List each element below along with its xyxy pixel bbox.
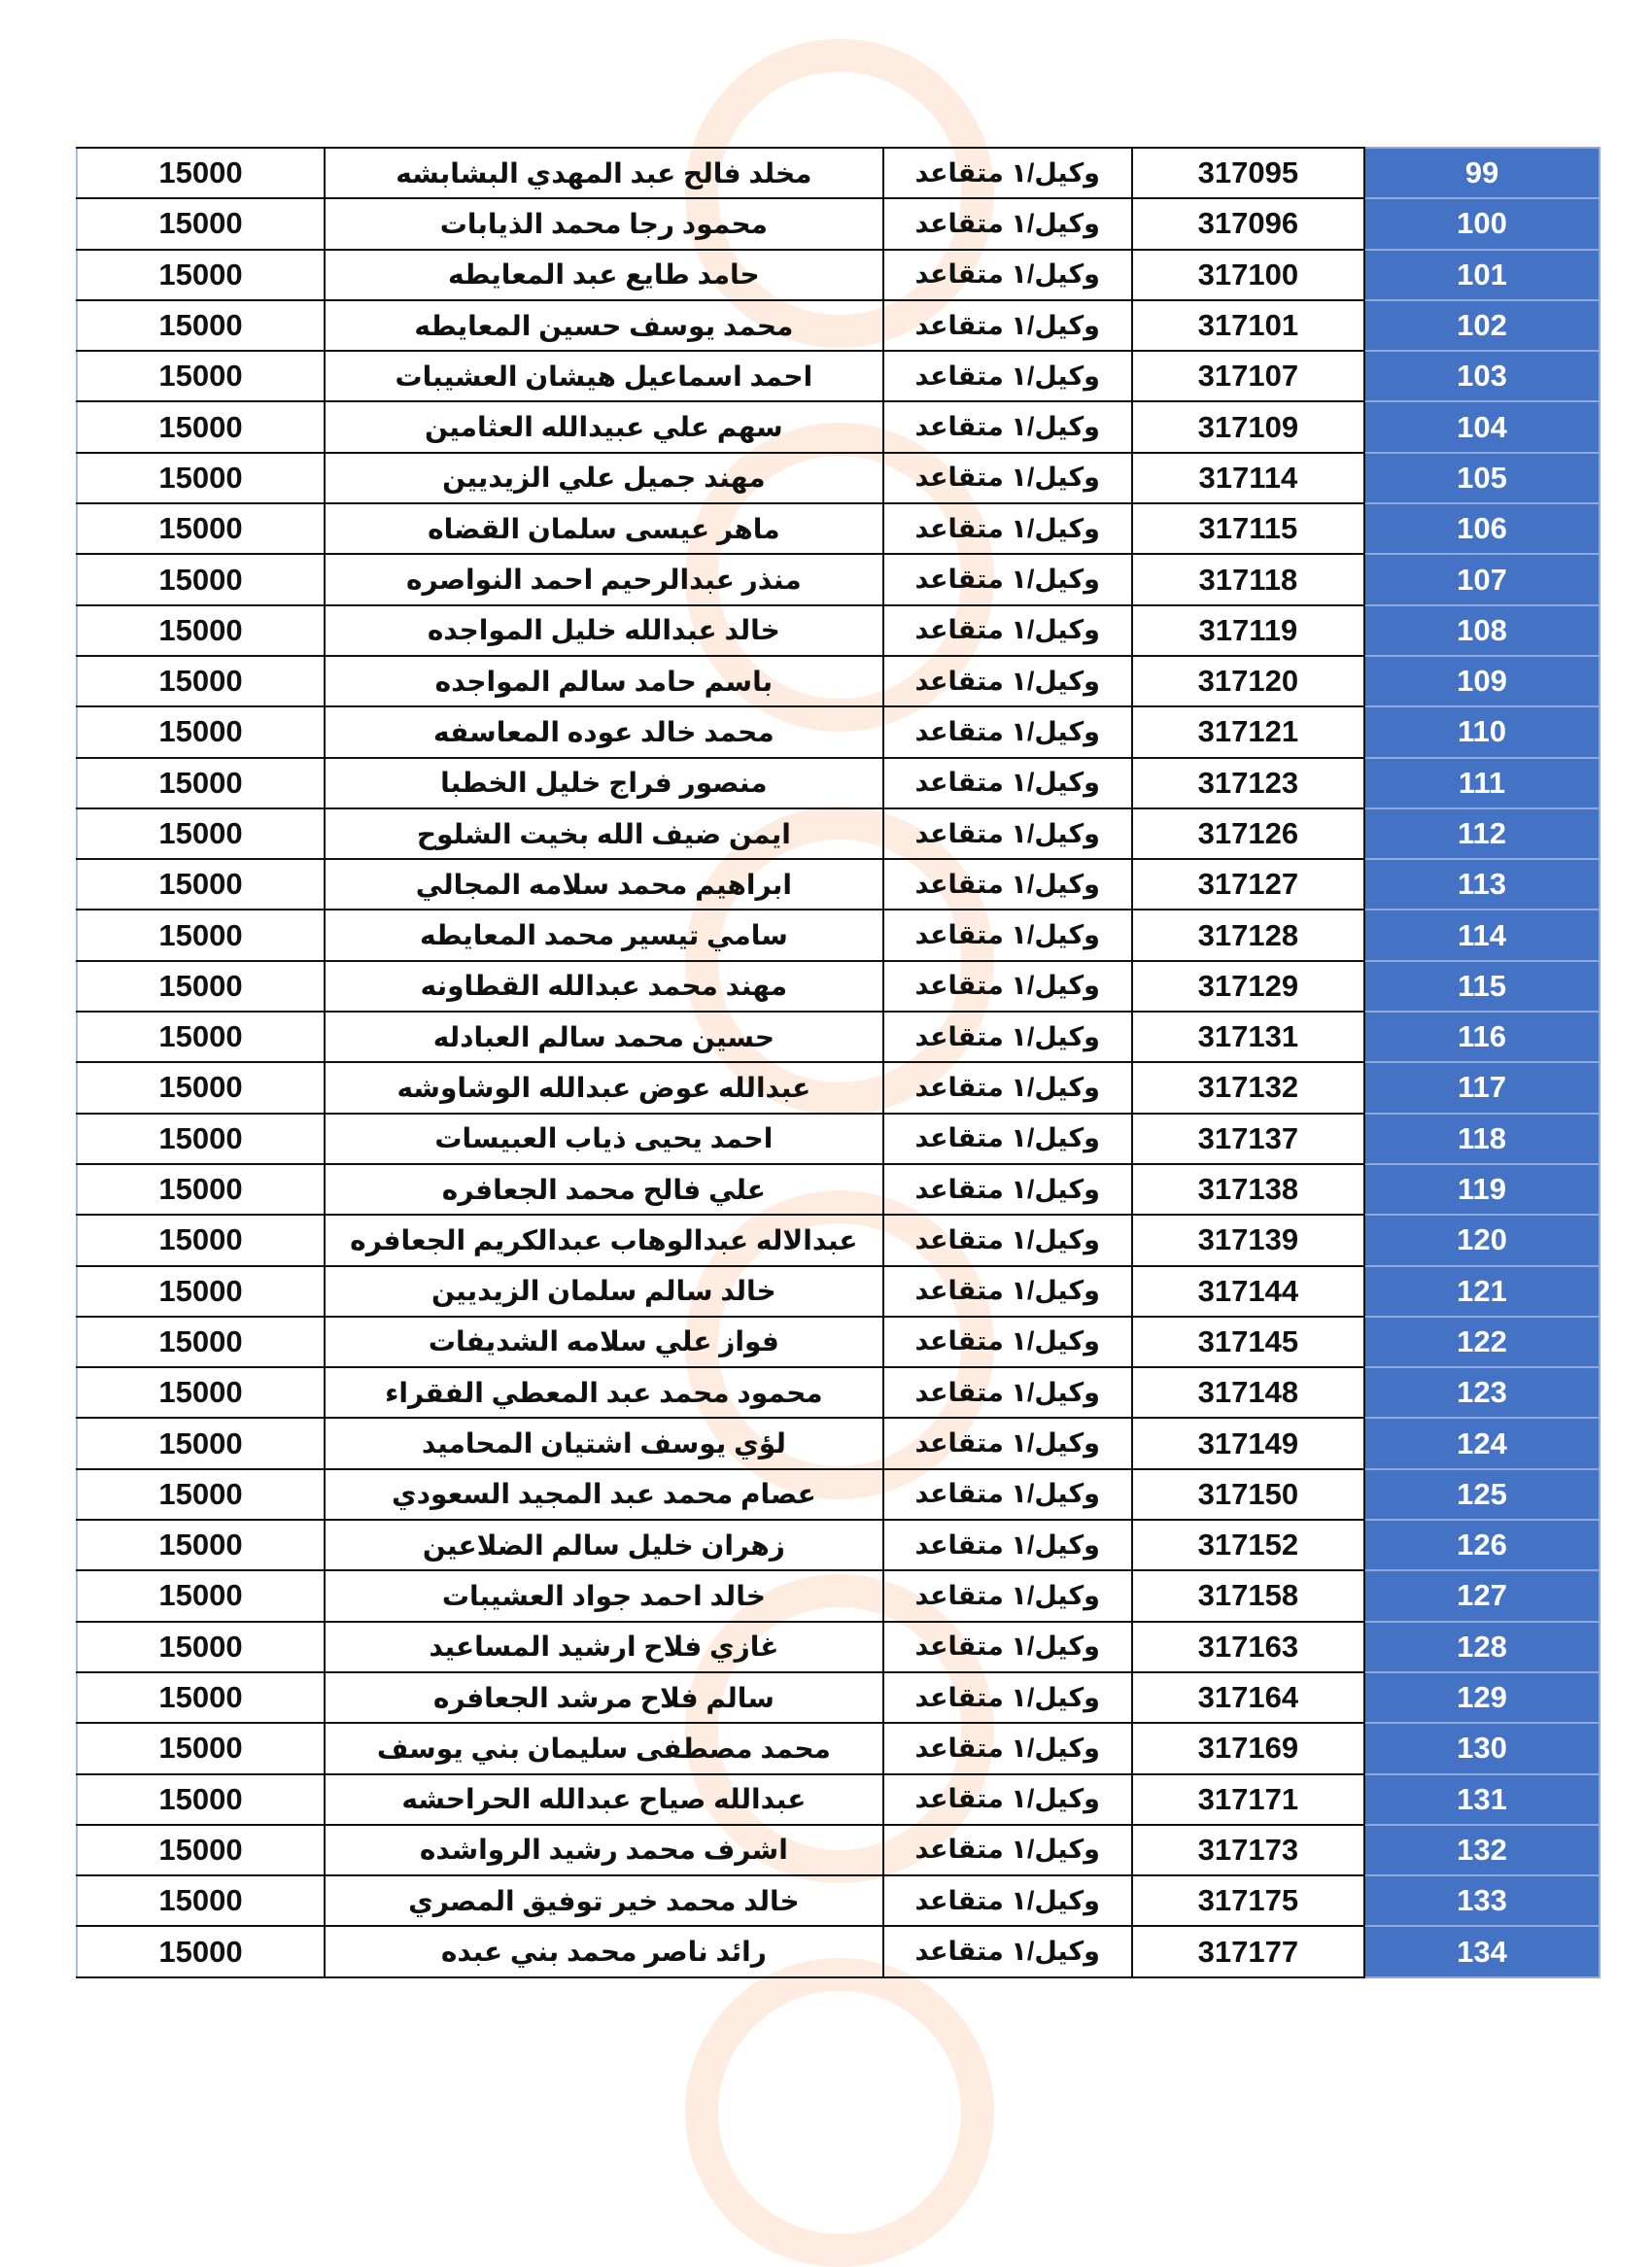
amount-cell: 15000 [77, 148, 325, 198]
name-cell: محمد خالد عوده المعاسفه [325, 706, 883, 757]
name-cell: احمد يحيى ذياب العبيسات [325, 1114, 883, 1164]
name-cell: ابراهيم محمد سلامه المجالي [325, 859, 883, 910]
amount-cell: 15000 [77, 1418, 325, 1468]
amount-cell: 15000 [77, 605, 325, 656]
rank-cell: وكيل/١ متقاعد [883, 1622, 1132, 1672]
table-row [77, 1012, 1600, 1062]
row-number-cell: 118 [1364, 1114, 1600, 1164]
service-id-cell: 317120 [1132, 656, 1364, 706]
amount-cell: 15000 [77, 1215, 325, 1265]
rank-cell: وكيل/١ متقاعد [883, 1570, 1132, 1621]
amount-cell: 15000 [77, 758, 325, 808]
table-row [77, 1622, 1600, 1672]
name-cell: عبدالله صياح عبدالله الحراحشه [325, 1774, 883, 1825]
amount-cell: 15000 [77, 706, 325, 757]
service-id-cell: 317139 [1132, 1215, 1364, 1265]
amount-cell: 15000 [77, 1317, 325, 1367]
amount-cell: 15000 [77, 1520, 325, 1570]
row-number-cell: 105 [1364, 453, 1600, 503]
rank-cell: وكيل/١ متقاعد [883, 1469, 1132, 1520]
table-row [77, 250, 1600, 300]
name-cell: محمود محمد عبد المعطي الفقراء [325, 1367, 883, 1418]
rank-cell: وكيل/١ متقاعد [883, 758, 1132, 808]
row-number-cell: 130 [1364, 1723, 1600, 1773]
name-cell: زهران خليل سالم الضلاعين [325, 1520, 883, 1570]
service-id-cell: 317144 [1132, 1266, 1364, 1317]
amount-cell: 15000 [77, 250, 325, 300]
row-number-cell: 99 [1364, 148, 1600, 198]
name-cell: محمد مصطفى سليمان بني يوسف [325, 1723, 883, 1773]
row-number-cell: 120 [1364, 1215, 1600, 1265]
row-number-cell: 111 [1364, 758, 1600, 808]
table-row [77, 1825, 1600, 1875]
service-id-cell: 317175 [1132, 1875, 1364, 1926]
table-row [77, 453, 1600, 503]
amount-cell: 15000 [77, 453, 325, 503]
name-cell: خالد محمد خير توفيق المصري [325, 1875, 883, 1926]
row-number-cell: 133 [1364, 1875, 1600, 1926]
name-cell: عبدالله عوض عبدالله الوشاوشه [325, 1062, 883, 1113]
table-row [77, 910, 1600, 960]
name-cell: خالد احمد جواد العشيبات [325, 1570, 883, 1621]
rank-cell: وكيل/١ متقاعد [883, 605, 1132, 656]
rank-cell: وكيل/١ متقاعد [883, 1164, 1132, 1215]
row-number-cell: 108 [1364, 605, 1600, 656]
rank-cell: وكيل/١ متقاعد [883, 859, 1132, 910]
rank-cell: وكيل/١ متقاعد [883, 706, 1132, 757]
amount-cell: 15000 [77, 1266, 325, 1317]
name-cell: باسم حامد سالم المواجده [325, 656, 883, 706]
service-id-cell: 317171 [1132, 1774, 1364, 1825]
service-id-cell: 317115 [1132, 503, 1364, 554]
table-row [77, 605, 1600, 656]
name-cell: عصام محمد عبد المجيد السعودي [325, 1469, 883, 1520]
amount-cell: 15000 [77, 859, 325, 910]
personnel-table [76, 147, 1600, 1978]
rank-cell: وكيل/١ متقاعد [883, 148, 1132, 198]
name-cell: مهند محمد عبدالله القطاونه [325, 961, 883, 1012]
service-id-cell: 317121 [1132, 706, 1364, 757]
watermark-clock-icon [685, 1958, 994, 2267]
rank-cell: وكيل/١ متقاعد [883, 1723, 1132, 1773]
table-row [77, 859, 1600, 910]
rank-cell: وكيل/١ متقاعد [883, 554, 1132, 604]
row-number-cell: 110 [1364, 706, 1600, 757]
row-number-cell: 102 [1364, 300, 1600, 351]
rank-cell: وكيل/١ متقاعد [883, 1114, 1132, 1164]
amount-cell: 15000 [77, 401, 325, 452]
row-number-cell: 129 [1364, 1672, 1600, 1723]
service-id-cell: 317138 [1132, 1164, 1364, 1215]
rank-cell: وكيل/١ متقاعد [883, 1825, 1132, 1875]
row-number-cell: 131 [1364, 1774, 1600, 1825]
row-number-cell: 119 [1364, 1164, 1600, 1215]
rank-cell: وكيل/١ متقاعد [883, 656, 1132, 706]
amount-cell: 15000 [77, 1825, 325, 1875]
rank-cell: وكيل/١ متقاعد [883, 300, 1132, 351]
table-row [77, 503, 1600, 554]
service-id-cell: 317118 [1132, 554, 1364, 604]
service-id-cell: 317164 [1132, 1672, 1364, 1723]
amount-cell: 15000 [77, 1114, 325, 1164]
name-cell: مهند جميل علي الزيديين [325, 453, 883, 503]
table-row [77, 1418, 1600, 1468]
table-row [77, 656, 1600, 706]
row-number-cell: 106 [1364, 503, 1600, 554]
table-row [77, 1570, 1600, 1621]
table-row [77, 1774, 1600, 1825]
service-id-cell: 317148 [1132, 1367, 1364, 1418]
row-number-cell: 128 [1364, 1622, 1600, 1672]
service-id-cell: 317149 [1132, 1418, 1364, 1468]
row-number-cell: 107 [1364, 554, 1600, 604]
service-id-cell: 317101 [1132, 300, 1364, 351]
table-row [77, 1164, 1600, 1215]
amount-cell: 15000 [77, 198, 325, 249]
amount-cell: 15000 [77, 1672, 325, 1723]
rank-cell: وكيل/١ متقاعد [883, 198, 1132, 249]
amount-cell: 15000 [77, 351, 325, 401]
table-row [77, 808, 1600, 859]
amount-cell: 15000 [77, 1875, 325, 1926]
name-cell: منصور فراج خليل الخطبا [325, 758, 883, 808]
service-id-cell: 317152 [1132, 1520, 1364, 1570]
amount-cell: 15000 [77, 656, 325, 706]
service-id-cell: 317131 [1132, 1012, 1364, 1062]
name-cell: سامي تيسير محمد المعايطه [325, 910, 883, 960]
service-id-cell: 317119 [1132, 605, 1364, 656]
amount-cell: 15000 [77, 554, 325, 604]
name-cell: فواز علي سلامه الشديفات [325, 1317, 883, 1367]
table-row [77, 300, 1600, 351]
amount-cell: 15000 [77, 1164, 325, 1215]
row-number-cell: 101 [1364, 250, 1600, 300]
table-row [77, 1672, 1600, 1723]
row-number-cell: 109 [1364, 656, 1600, 706]
service-id-cell: 317173 [1132, 1825, 1364, 1875]
rank-cell: وكيل/١ متقاعد [883, 351, 1132, 401]
service-id-cell: 317163 [1132, 1622, 1364, 1672]
service-id-cell: 317114 [1132, 453, 1364, 503]
row-number-cell: 121 [1364, 1266, 1600, 1317]
service-id-cell: 317096 [1132, 198, 1364, 249]
name-cell: اشرف محمد رشيد الرواشده [325, 1825, 883, 1875]
service-id-cell: 317095 [1132, 148, 1364, 198]
rank-cell: وكيل/١ متقاعد [883, 1774, 1132, 1825]
service-id-cell: 317150 [1132, 1469, 1364, 1520]
table-row [77, 198, 1600, 249]
rank-cell: وكيل/١ متقاعد [883, 503, 1132, 554]
name-cell: حامد طايع عبد المعايطه [325, 250, 883, 300]
service-id-cell: 317129 [1132, 961, 1364, 1012]
amount-cell: 15000 [77, 1723, 325, 1773]
table-row [77, 1520, 1600, 1570]
rank-cell: وكيل/١ متقاعد [883, 1875, 1132, 1926]
amount-cell: 15000 [77, 961, 325, 1012]
rank-cell: وكيل/١ متقاعد [883, 961, 1132, 1012]
table-row [77, 148, 1600, 198]
rank-cell: وكيل/١ متقاعد [883, 453, 1132, 503]
rank-cell: وكيل/١ متقاعد [883, 1012, 1132, 1062]
row-number-cell: 134 [1364, 1926, 1600, 1976]
row-number-cell: 116 [1364, 1012, 1600, 1062]
table-row [77, 554, 1600, 604]
amount-cell: 15000 [77, 1622, 325, 1672]
name-cell: احمد اسماعيل هيشان العشيبات [325, 351, 883, 401]
rank-cell: وكيل/١ متقاعد [883, 250, 1132, 300]
row-number-cell: 125 [1364, 1469, 1600, 1520]
name-cell: لؤي يوسف اشتيان المحاميد [325, 1418, 883, 1468]
table-row [77, 1875, 1600, 1926]
table-row [77, 1317, 1600, 1367]
rank-cell: وكيل/١ متقاعد [883, 1266, 1132, 1317]
service-id-cell: 317128 [1132, 910, 1364, 960]
table-row [77, 1266, 1600, 1317]
row-number-cell: 112 [1364, 808, 1600, 859]
name-cell: مخلد فالح عبد المهدي البشابشه [325, 148, 883, 198]
rank-cell: وكيل/١ متقاعد [883, 808, 1132, 859]
table-row [77, 1723, 1600, 1773]
name-cell: سالم فلاح مرشد الجعافره [325, 1672, 883, 1723]
table-row [77, 1114, 1600, 1164]
name-cell: ايمن ضيف الله بخيت الشلوح [325, 808, 883, 859]
rank-cell: وكيل/١ متقاعد [883, 401, 1132, 452]
row-number-cell: 124 [1364, 1418, 1600, 1468]
service-id-cell: 317158 [1132, 1570, 1364, 1621]
row-number-cell: 115 [1364, 961, 1600, 1012]
name-cell: سهم علي عبيدالله العثامين [325, 401, 883, 452]
table-row [77, 961, 1600, 1012]
amount-cell: 15000 [77, 1774, 325, 1825]
rank-cell: وكيل/١ متقاعد [883, 910, 1132, 960]
amount-cell: 15000 [77, 910, 325, 960]
amount-cell: 15000 [77, 1062, 325, 1113]
service-id-cell: 317169 [1132, 1723, 1364, 1773]
rank-cell: وكيل/١ متقاعد [883, 1215, 1132, 1265]
name-cell: خالد سالم سلمان الزيديين [325, 1266, 883, 1317]
amount-cell: 15000 [77, 1367, 325, 1418]
name-cell: منذر عبدالرحيم احمد النواصره [325, 554, 883, 604]
row-number-cell: 126 [1364, 1520, 1600, 1570]
row-number-cell: 113 [1364, 859, 1600, 910]
service-id-cell: 317127 [1132, 859, 1364, 910]
rank-cell: وكيل/١ متقاعد [883, 1672, 1132, 1723]
table-row [77, 758, 1600, 808]
rank-cell: وكيل/١ متقاعد [883, 1926, 1132, 1976]
table-row [77, 1469, 1600, 1520]
rank-cell: وكيل/١ متقاعد [883, 1062, 1132, 1113]
row-number-cell: 114 [1364, 910, 1600, 960]
name-cell: محمود رجا محمد الذيابات [325, 198, 883, 249]
name-cell: خالد عبدالله خليل المواجده [325, 605, 883, 656]
table-row [77, 1926, 1600, 1976]
service-id-cell: 317177 [1132, 1926, 1364, 1976]
table-row [77, 1367, 1600, 1418]
rank-cell: وكيل/١ متقاعد [883, 1520, 1132, 1570]
amount-cell: 15000 [77, 503, 325, 554]
service-id-cell: 317109 [1132, 401, 1364, 452]
table-row [77, 706, 1600, 757]
table-body [77, 148, 1600, 1977]
service-id-cell: 317100 [1132, 250, 1364, 300]
rank-cell: وكيل/١ متقاعد [883, 1317, 1132, 1367]
rank-cell: وكيل/١ متقاعد [883, 1367, 1132, 1418]
amount-cell: 15000 [77, 300, 325, 351]
service-id-cell: 317145 [1132, 1317, 1364, 1367]
service-id-cell: 317107 [1132, 351, 1364, 401]
service-id-cell: 317137 [1132, 1114, 1364, 1164]
row-number-cell: 100 [1364, 198, 1600, 249]
name-cell: غازي فلاح ارشيد المساعيد [325, 1622, 883, 1672]
row-number-cell: 104 [1364, 401, 1600, 452]
table-row [77, 351, 1600, 401]
table-row [77, 401, 1600, 452]
name-cell: علي فالح محمد الجعافره [325, 1164, 883, 1215]
row-number-cell: 127 [1364, 1570, 1600, 1621]
name-cell: حسين محمد سالم العبادله [325, 1012, 883, 1062]
amount-cell: 15000 [77, 1926, 325, 1976]
amount-cell: 15000 [77, 808, 325, 859]
table-row [77, 1215, 1600, 1265]
row-number-cell: 122 [1364, 1317, 1600, 1367]
amount-cell: 15000 [77, 1012, 325, 1062]
name-cell: رائد ناصر محمد بني عبده [325, 1926, 883, 1976]
row-number-cell: 123 [1364, 1367, 1600, 1418]
row-number-cell: 117 [1364, 1062, 1600, 1113]
service-id-cell: 317132 [1132, 1062, 1364, 1113]
rank-cell: وكيل/١ متقاعد [883, 1418, 1132, 1468]
amount-cell: 15000 [77, 1570, 325, 1621]
table-row [77, 1062, 1600, 1113]
service-id-cell: 317123 [1132, 758, 1364, 808]
row-number-cell: 103 [1364, 351, 1600, 401]
name-cell: محمد يوسف حسين المعايطه [325, 300, 883, 351]
amount-cell: 15000 [77, 1469, 325, 1520]
service-id-cell: 317126 [1132, 808, 1364, 859]
name-cell: ماهر عيسى سلمان القضاه [325, 503, 883, 554]
row-number-cell: 132 [1364, 1825, 1600, 1875]
name-cell: عبدالاله عبدالوهاب عبدالكريم الجعافره [325, 1215, 883, 1265]
